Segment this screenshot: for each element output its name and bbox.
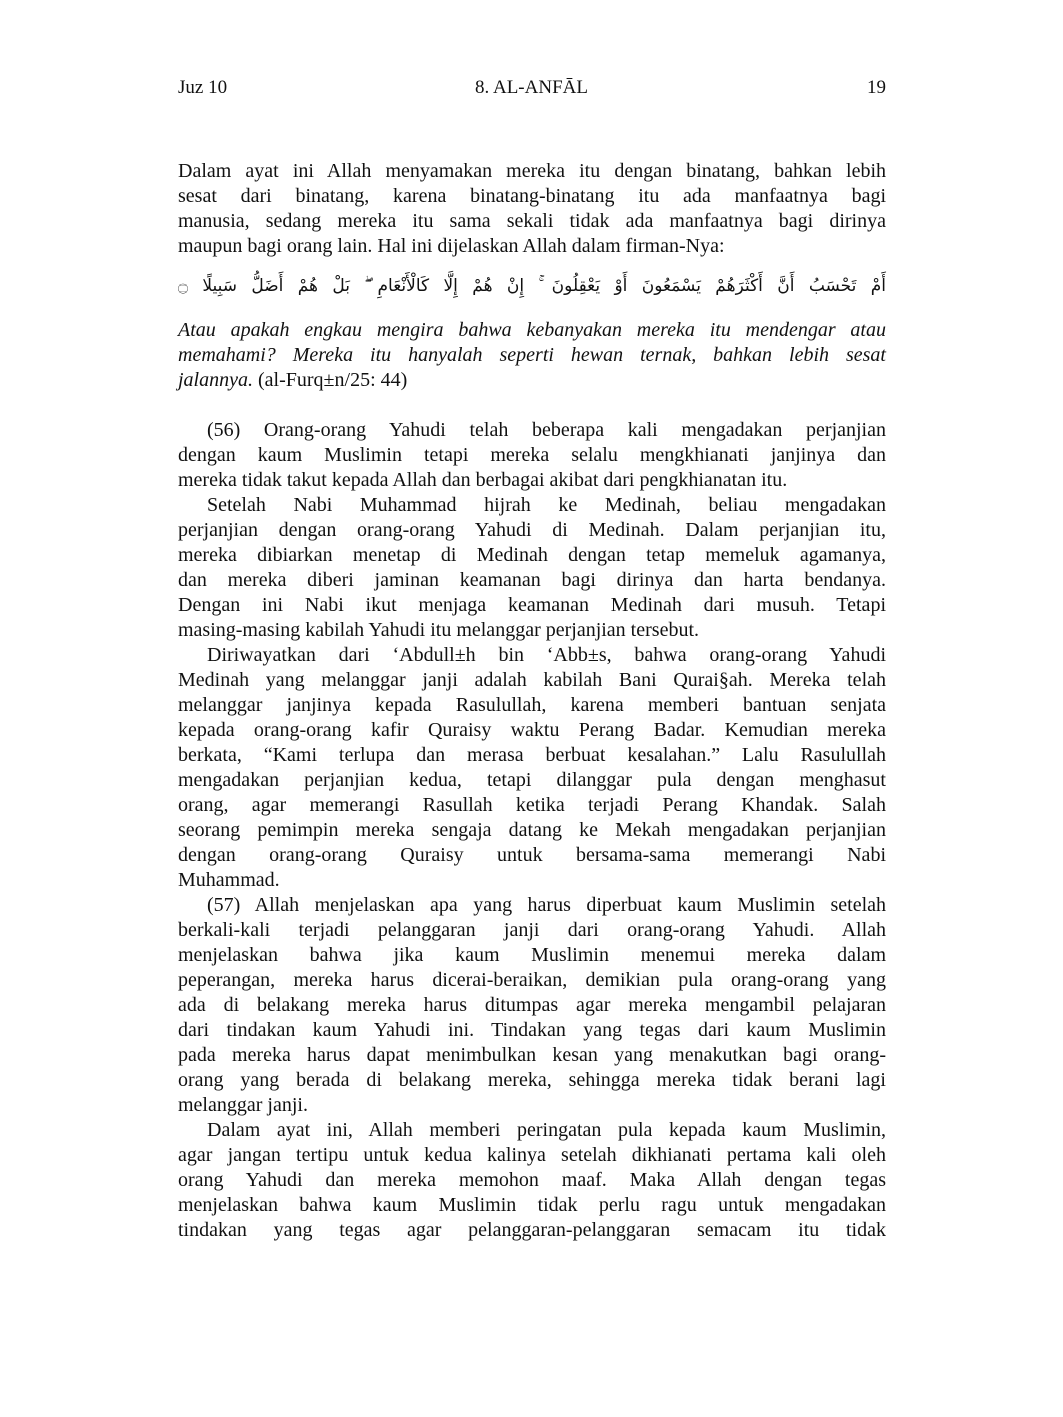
text-line: (57) Allah menjelaskan apa yang harus diperbuat kaum Muslimin setelah [207, 894, 886, 916]
paragraph [178, 493, 886, 643]
text-line: maupun bagi orang lain. Hal ini dijelaskan Allah dalam firman-Nya: [178, 235, 725, 257]
text-line: peperangan, mereka harus dicerai-beraikan, demikian pula orang-orang yang [178, 969, 886, 991]
text-line: seorang pemimpin mereka sengaja datang ke Mekah mengadakan perjanjian [178, 819, 886, 841]
text-line: perjanjian dengan orang-orang Yahudi di Medinah. Dalam perjanjian itu, [178, 519, 886, 541]
text-line [178, 368, 886, 393]
text-line: dengan kaum Muslimin tetapi mereka selalu mengkhianati janjinya dan [178, 444, 886, 466]
text-line: agar jangan tertipu untuk kedua kalinya setelah dikhianati pertama kali oleh [178, 1144, 886, 1166]
text-line: berkata, “Kami terlupa dan merasa berbuat kesalahan.” Lalu Rasulullah [178, 744, 886, 766]
text-line: Diriwayatkan dari ‘Abdull±h bin ‘Abb±s, bahwa orang-orang Yahudi [207, 644, 886, 666]
text-line: melanggar janjinya kepada Rasulullah, karena memberi bantuan senjata [178, 694, 886, 716]
text-line: orang Yahudi dan mereka memohon maaf. Maka Allah dengan tegas [178, 1169, 886, 1191]
text-line: dan mereka diberi jaminan keamanan bagi dirinya dan harta bendanya. [178, 569, 886, 591]
text-line: Dalam ayat ini, Allah memberi peringatan pula kepada kaum Muslimin, [207, 1119, 886, 1141]
paragraph [178, 418, 886, 493]
text-line: masing-masing kabilah Yahudi itu melanggar perjanjian tersebut. [178, 619, 699, 641]
text-line: Medinah yang melanggar janji adalah kabilah Bani Qurai§ah. Mereka telah [178, 669, 886, 691]
text-line: pada mereka harus dapat menimbulkan kesan yang menakutkan bagi orang- [178, 1044, 886, 1066]
text-line: melanggar janji. [178, 1094, 308, 1116]
text-line: mereka dibiarkan menetap di Medinah dengan tetap memeluk agamanya, [178, 544, 886, 566]
text-line: manusia, sedang mereka itu sama sekali tidak ada manfaatnya bagi dirinya [178, 210, 886, 232]
verse-translation [178, 318, 886, 393]
translation-end: jalannya. [178, 369, 253, 391]
text-line: Atau apakah engkau mengira bahwa kebanyakan mereka itu mendengar atau [178, 319, 886, 341]
text-line: orang yang berada di belakang mereka, sehingga mereka tidak berani lagi [178, 1069, 886, 1091]
paragraph [178, 643, 886, 893]
text-line: ada di belakang mereka harus ditumpas agar mereka mengambil pelajaran [178, 994, 886, 1016]
verse-reference: (al-Furq±n/25: 44) [253, 369, 408, 391]
text-line: memahami? Mereka itu hanyalah seperti hewan ternak, bahkan lebih sesat [178, 344, 886, 366]
page-number: 19 [867, 77, 886, 98]
text-line: sesat dari binatang, karena binatang-binatang itu ada manfaatnya bagi [178, 185, 886, 207]
running-header-juz: Juz 10 [178, 77, 228, 98]
text-line: menjelaskan bahwa jika kaum Muslimin menemui mereka dalam [178, 944, 886, 966]
arabic-verse: أَمْ تَحْسَبُ أَنَّ أَكْثَرَهُمْ يَسْمَعُونَ أَوْ يَعْقِلُونَ ۚ إِنْ هُمْ إِلَّا كَالْأَنْعَامِ ۖ بَلْ هُمْ أَضَلُّ سَبِيلًا ۝ [178, 276, 886, 296]
text-line: menjelaskan bahwa kaum Muslimin tidak perlu ragu untuk mengadakan [178, 1194, 886, 1216]
text-line: orang, agar memerangi Rasullah ketika terjadi Perang Khandak. Salah [178, 794, 886, 816]
text-line: mereka tidak takut kepada Allah dan berbagai akibat dari pengkhianatan itu. [178, 469, 788, 491]
commentary-body [178, 418, 886, 1243]
text-line: Muhammad. [178, 869, 280, 891]
text-line: (56) Orang-orang Yahudi telah beberapa kali mengadakan perjanjian [207, 419, 886, 441]
intro-paragraph [178, 159, 886, 259]
text-line: tindakan yang tegas agar pelanggaran-pelanggaran semacam itu tidak [178, 1219, 886, 1241]
paragraph [178, 1118, 886, 1243]
text-line: berkali-kali terjadi pelanggaran janji dari orang-orang Yahudi. Allah [178, 919, 886, 941]
paragraph [178, 893, 886, 1118]
text-line: Dalam ayat ini Allah menyamakan mereka itu dengan binatang, bahkan lebih [178, 160, 886, 182]
text-line: dari tindakan kaum Yahudi ini. Tindakan yang tegas dari kaum Muslimin [178, 1019, 886, 1041]
text-line: kepada orang-orang kafir Quraisy waktu Perang Badar. Kemudian mereka [178, 719, 886, 741]
running-header-surah: 8. AL-ANFĀL [475, 77, 588, 98]
text-line: dengan orang-orang Quraisy untuk bersama-sama memerangi Nabi [178, 844, 886, 866]
text-line: Setelah Nabi Muhammad hijrah ke Medinah, beliau mengadakan [207, 494, 886, 516]
text-line: mengadakan perjanjian kedua, tetapi dilanggar pula dengan menghasut [178, 769, 886, 791]
text-line: Dengan ini Nabi ikut menjaga keamanan Medinah dari musuh. Tetapi [178, 594, 886, 616]
